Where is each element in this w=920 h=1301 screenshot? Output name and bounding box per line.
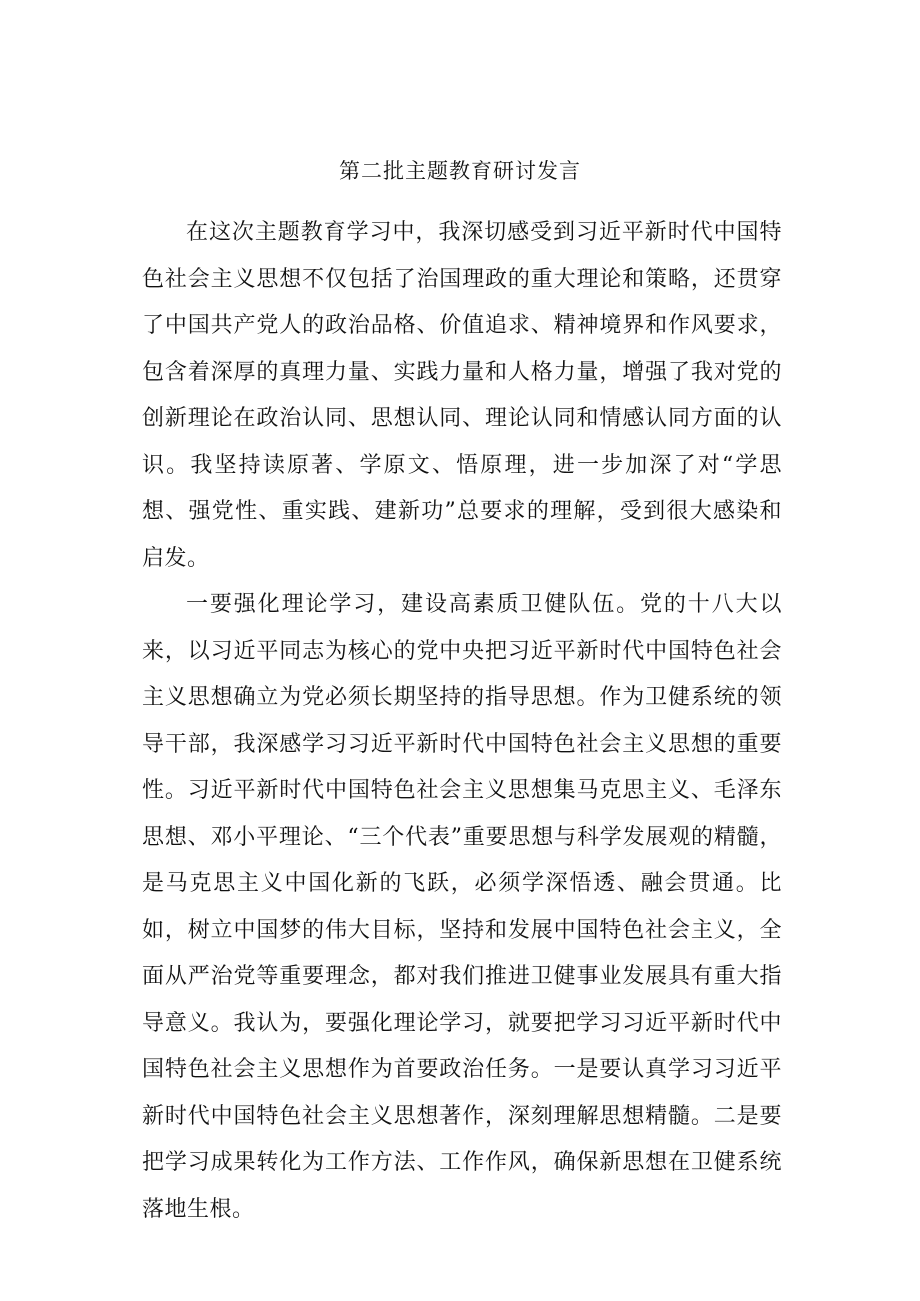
document-title: 第二批主题教育研讨发言: [339, 159, 581, 183]
paragraph-intro: 在这次主题教育学习中，我深切感受到习近平新时代中国特色社会主义思想不仅包括了治国理政的重大理论和策略，还贯穿了中国共产党人的政治品格、价值追求、精神境界和作风要求，包含着深厚的真理力量、实践力量和人格力量，增强了我对党的创新理论在政治认同、思想认同、理论认同和情感认同方面的认识。我坚持读原著、学原文、悟原理，进一步加深了对“学思想、强党性、重实践、建新功”总要求的理解，受到很大感染和启发。: [142, 220, 782, 571]
paragraph-theory-study: 一要强化理论学习，建设高素质卫健队伍。党的十八大以来，以习近平同志为核心的党中央把习近平新时代中国特色社会主义思想确立为党必须长期坚持的指导思想。作为卫健系统的领导干部，我深感学习习近平新时代中国特色社会主义思想的重要性。习近平新时代中国特色社会主义思想集马克思主义、毛泽东思想、邓小平理论、“三个代表”重要思想与科学发展观的精髓，是马克思主义中国化新的飞跃，必须学深悟透、融会贯通。比如，树立中国梦的伟大目标，坚持和发展中国特色社会主义，全面从严治党等重要理念，都对我们推进卫健事业发展具有重大指导意义。我认为，要强化理论学习，就要把学习习近平新时代中国特色社会主义思想作为首要政治任务。一是要认真学习习近平新时代中国特色社会主义思想著作，深刻理解思想精髓。二是要把学习成果转化为工作方法、工作作风，确保新思想在卫健系统落地生根。: [142, 592, 782, 1222]
document-body: [142, 210, 782, 1233]
